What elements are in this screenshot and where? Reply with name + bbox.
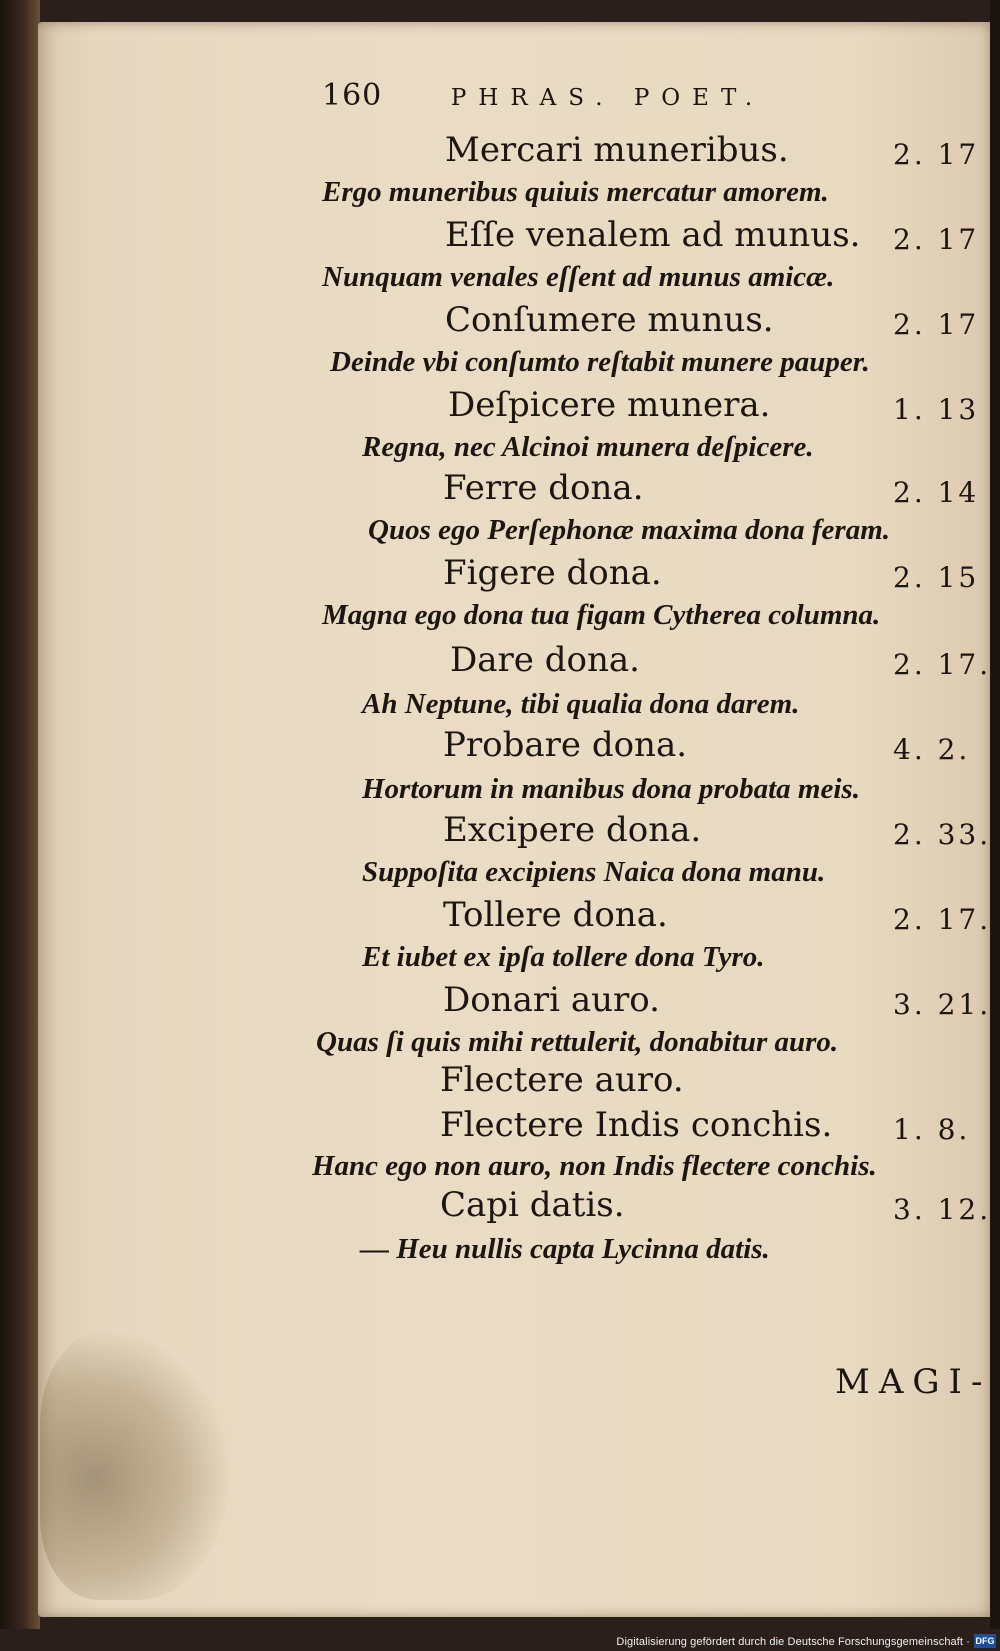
example-quotation: Hortorum in manibus dona probata meis.: [362, 773, 860, 805]
phrase-heading: Flectere auro.: [440, 1060, 684, 1100]
phrase-heading: Flectere Indis conchis.: [440, 1105, 833, 1145]
example-quotation: Hanc ego non auro, non Indis flectere conchis.: [312, 1150, 877, 1182]
phrase-heading: Figere dona.: [443, 553, 662, 593]
phrase-heading: Excipere dona.: [443, 810, 702, 850]
book-reference: 2. 17.: [893, 903, 992, 936]
book-reference: 1. 8.: [893, 1113, 971, 1146]
catchword: MAGI-: [835, 1362, 992, 1402]
phrase-heading: Conſumere munus.: [445, 300, 774, 340]
digitization-credit: Digitalisierung gefördert durch die Deutsche Forschungsgemeinschaft ·: [616, 1636, 970, 1648]
book-reference: 3. 21.: [893, 988, 992, 1021]
phrase-heading: Tollere dona.: [443, 895, 668, 935]
example-quotation: Deinde vbi conſumto reſtabit munere pauper.: [330, 346, 870, 378]
example-quotation: Ah Neptune, tibi qualia dona darem.: [362, 688, 800, 720]
phrase-heading: Probare dona.: [443, 725, 688, 765]
phrase-heading: Capi datis.: [440, 1185, 625, 1225]
example-quotation: Quas ſi quis mihi rettulerit, donabitur auro.: [316, 1026, 839, 1058]
phrase-heading: Dare dona.: [450, 640, 640, 680]
book-reference: 2. 17: [893, 223, 980, 256]
book-reference: 1. 13: [893, 393, 980, 426]
phrase-heading: Deſpicere munera.: [448, 385, 771, 425]
example-quotation: Magna ego dona tua figam Cytherea columna.: [322, 599, 881, 631]
example-quotation: Quos ego Perſephonæ maxima dona feram.: [368, 514, 890, 546]
page-number: 160: [322, 78, 383, 113]
book-reference: 2. 17: [893, 138, 980, 171]
example-quotation: Suppoſita excipiens Naica dona manu.: [362, 856, 826, 888]
running-title: PHRAS. POET.: [450, 85, 765, 111]
book-reference: 2. 17.: [893, 648, 992, 681]
book-reference: 4. 2.: [893, 733, 971, 766]
example-quotation: — Heu nullis capta Lycinna datis.: [360, 1233, 770, 1265]
example-quotation: Ergo muneribus quiuis mercatur amorem.: [322, 176, 829, 208]
book-reference: 2. 14: [893, 476, 980, 509]
book-reference: 3. 12.: [893, 1193, 992, 1226]
example-quotation: Regna, nec Alcinoi munera deſpicere.: [362, 431, 814, 463]
phrase-heading: Ferre dona.: [443, 468, 644, 508]
book-reference: 2. 15: [893, 561, 980, 594]
book-reference: 2. 17: [893, 308, 980, 341]
example-quotation: Nunquam venales eſſent ad munus amicæ.: [322, 261, 835, 293]
phrase-heading: Eſſe venalem ad munus.: [445, 215, 861, 255]
example-quotation: Et iubet ex ipſa tollere dona Tyro.: [362, 941, 765, 973]
phrase-heading: Mercari muneribus.: [445, 130, 789, 170]
book-reference: 2. 33.: [893, 818, 992, 851]
dfg-logo: DFG: [975, 1636, 995, 1646]
phrase-heading: Donari auro.: [443, 980, 660, 1020]
